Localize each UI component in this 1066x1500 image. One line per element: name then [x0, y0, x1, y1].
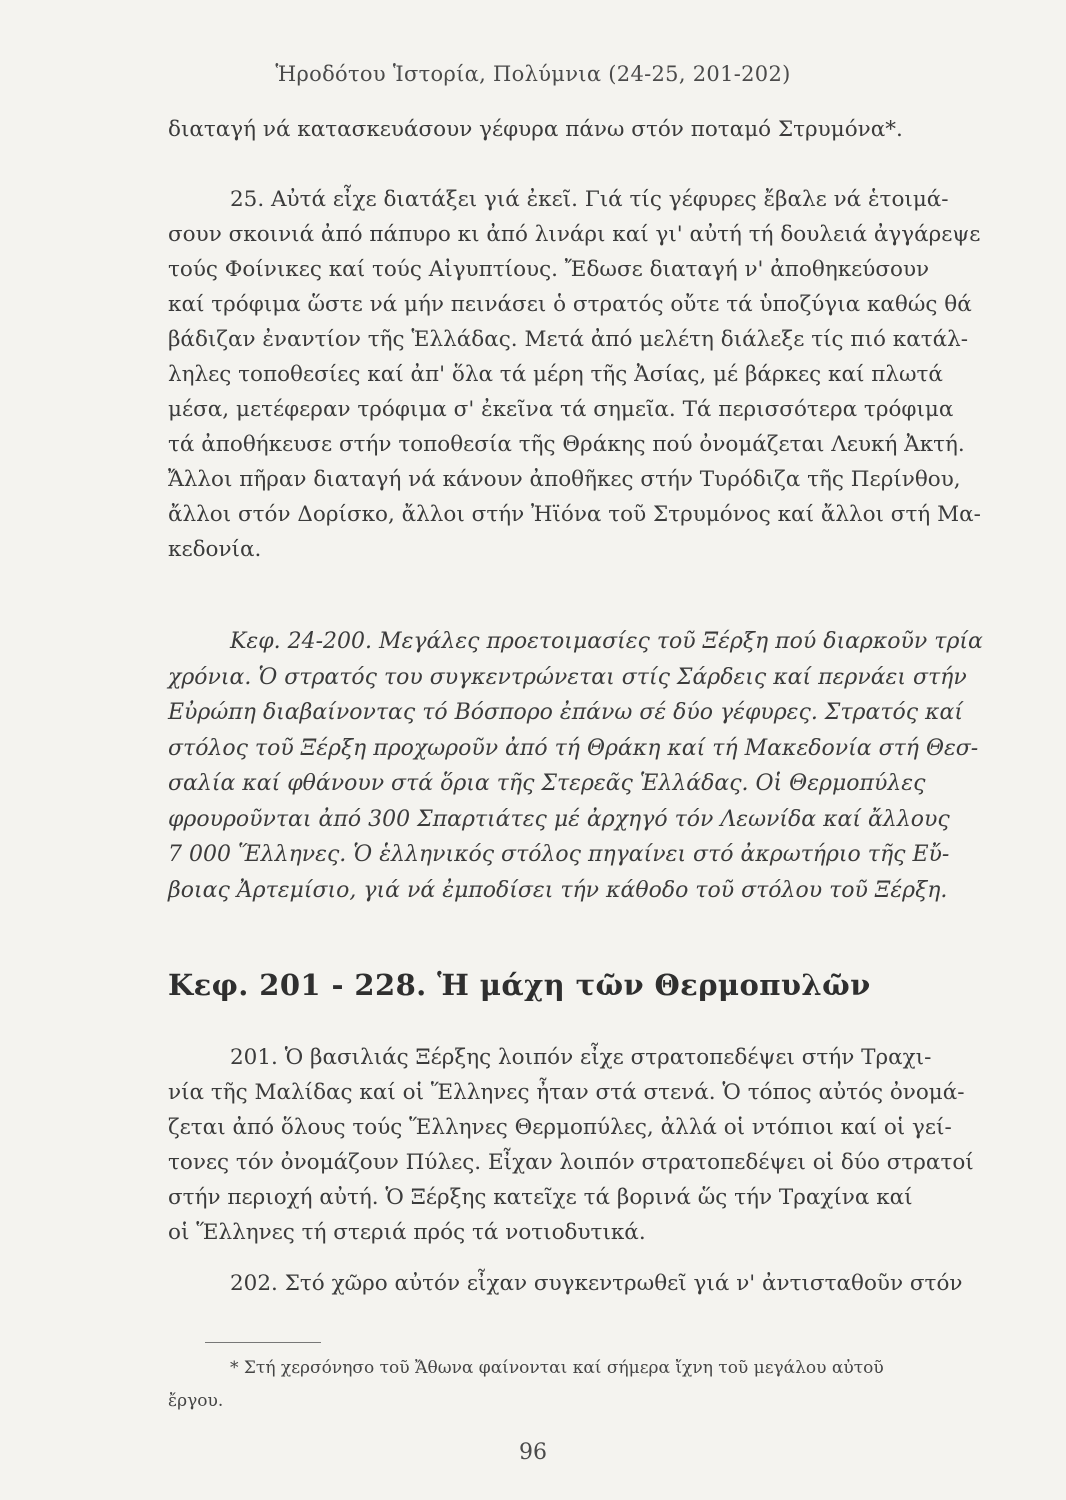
summary-line: φρουροῦνται ἀπό 300 Σπαρτιάτες μέ ἀρχηγό τόν Λεωνίδα καί ἄλλους [168, 806, 950, 832]
text-line: στήν περιοχή αὐτή. Ὁ Ξέρξης κατεῖχε τά βορινά ὥς τήν Τραχίνα καί [168, 1185, 913, 1210]
text-line: 202. Στό χῶρο αὐτόν εἶχαν συγκεντρωθεῖ γιά ν' ἀντισταθοῦν στόν [230, 1271, 963, 1296]
summary-line: Εὐρώπη διαβαίνοντας τό Βόσπορο ἐπάνω σέ δύο γέφυρες. Στρατός καί [168, 700, 963, 725]
text-line: ἄλλοι στόν Δορίσκο, ἄλλοι στήν Ἠϊόνα τοῦ Στρυμόνος καί ἄλλοι στή Μα- [168, 502, 981, 527]
chapter-heading: Κεφ. 201 - 228. Ἡ μάχη τῶν Θερμοπυλῶν [168, 968, 871, 1002]
paragraph-25 [168, 182, 1028, 567]
text-line: σουν σκοινιά ἀπό πάπυρο κι ἀπό λινάρι καί γι' αὐτή τή δουλειά ἀγγάρεψε [168, 222, 981, 247]
text-line: διαταγή νά κατασκευάσουν γέφυρα πάνω στόν ποταμό Στρυμόνα*. [168, 117, 903, 142]
paragraph-201 [168, 1040, 1028, 1250]
page-number: 96 [519, 1440, 547, 1465]
text-line: κεδονία. [168, 537, 262, 562]
chapter-summary [168, 624, 1028, 908]
summary-line: Κεφ. 24-200. Μεγάλες προετοιμασίες τοῦ Ξέρξη πού διαρκοῦν τρία [230, 629, 983, 654]
text-line: τονες τόν ὀνομάζουν Πύλες. Εἶχαν λοιπόν στρατοπεδέψει οἱ δύο στρατοί [168, 1150, 974, 1175]
summary-line: σαλία καί φθάνουν στά ὅρια τῆς Στερεᾶς Ἑλλάδας. Οἱ Θερμοπύλες [168, 771, 926, 796]
footnote-divider [205, 1342, 321, 1343]
summary-line: βοιας Ἀρτεμίσιο, γιά νά ἐμποδίσει τήν κάθοδο τοῦ στόλου τοῦ Ξέρξη. [168, 877, 948, 903]
summary-line: στόλος τοῦ Ξέρξη προχωροῦν ἀπό τή Θράκη καί τή Μακεδονία στή Θεσ- [168, 735, 979, 761]
text-line: νία τῆς Μαλίδας καί οἱ Ἕλληνες ἦταν στά στενά. Ὁ τόπος αὐτός ὀνομά- [168, 1080, 965, 1105]
paragraph-202 [168, 1266, 1028, 1301]
text-line: ληλες τοποθεσίες καί ἀπ' ὅλα τά μέρη τῆς Ἀσίας, μέ βάρκες καί πλωτά [168, 362, 943, 387]
summary-line: 7 000 Ἕλληνες. Ὁ ἑλληνικός στόλος πηγαίνει στό ἀκρωτήριο τῆς Εὔ- [168, 842, 950, 867]
summary-line: χρόνια. Ὁ στρατός του συγκεντρώνεται στίς Σάρδεις καί περνάει στήν [168, 664, 967, 690]
text-line: τούς Φοίνικες καί τούς Αἰγυπτίους. Ἔδωσε διαταγή ν' ἀποθηκεύσουν [168, 257, 930, 282]
text-line: Ἄλλοι πῆραν διαταγή νά κάνουν ἀποθῆκες στήν Τυρόδιζα τῆς Περίνθου, [168, 467, 961, 492]
footnote [168, 1352, 1028, 1418]
footnote-line: ἔργου. [168, 1391, 224, 1411]
text-line: μέσα, μετέφεραν τρόφιμα σ' ἐκεῖνα τά σημεῖα. Τά περισσότερα τρόφιμα [168, 397, 954, 422]
text-line: βάδιζαν ἐναντίον τῆς Ἑλλάδας. Μετά ἀπό μελέτη διάλεξε τίς πιό κατάλ- [168, 327, 969, 352]
running-head: Ἡροδότου Ἱστορία, Πολύμνια (24-25, 201-202) [275, 62, 791, 86]
text-line: τά ἀποθήκευσε στήν τοποθεσία τῆς Θράκης πού ὀνομάζεται Λευκή Ἀκτή. [168, 432, 965, 457]
continuation-text [168, 112, 1028, 147]
text-line: καί τρόφιμα ὥστε νά μήν πεινάσει ὁ στρατός οὔτε τά ὑποζύγια καθώς θά [168, 292, 972, 317]
text-line: ζεται ἀπό ὅλους τούς Ἕλληνες Θερμοπύλες, ἀλλά οἱ ντόπιοι καί οἱ γεί- [168, 1115, 952, 1140]
text-line: 201. Ὁ βασιλιάς Ξέρξης λοιπόν εἶχε στρατοπεδέψει στήν Τραχι- [230, 1045, 932, 1070]
text-line: 25. Αὐτά εἶχε διατάξει γιά ἐκεῖ. Γιά τίς γέφυρες ἔβαλε νά ἑτοιμά- [230, 187, 949, 212]
footnote-line: * Στή χερσόνησο τοῦ Ἄθωνα φαίνονται καί σήμερα ἴχνη τοῦ μεγάλου αὐτοῦ [230, 1358, 884, 1378]
text-line: οἱ Ἕλληνες τή στεριά πρός τά νοτιοδυτικά. [168, 1220, 646, 1245]
